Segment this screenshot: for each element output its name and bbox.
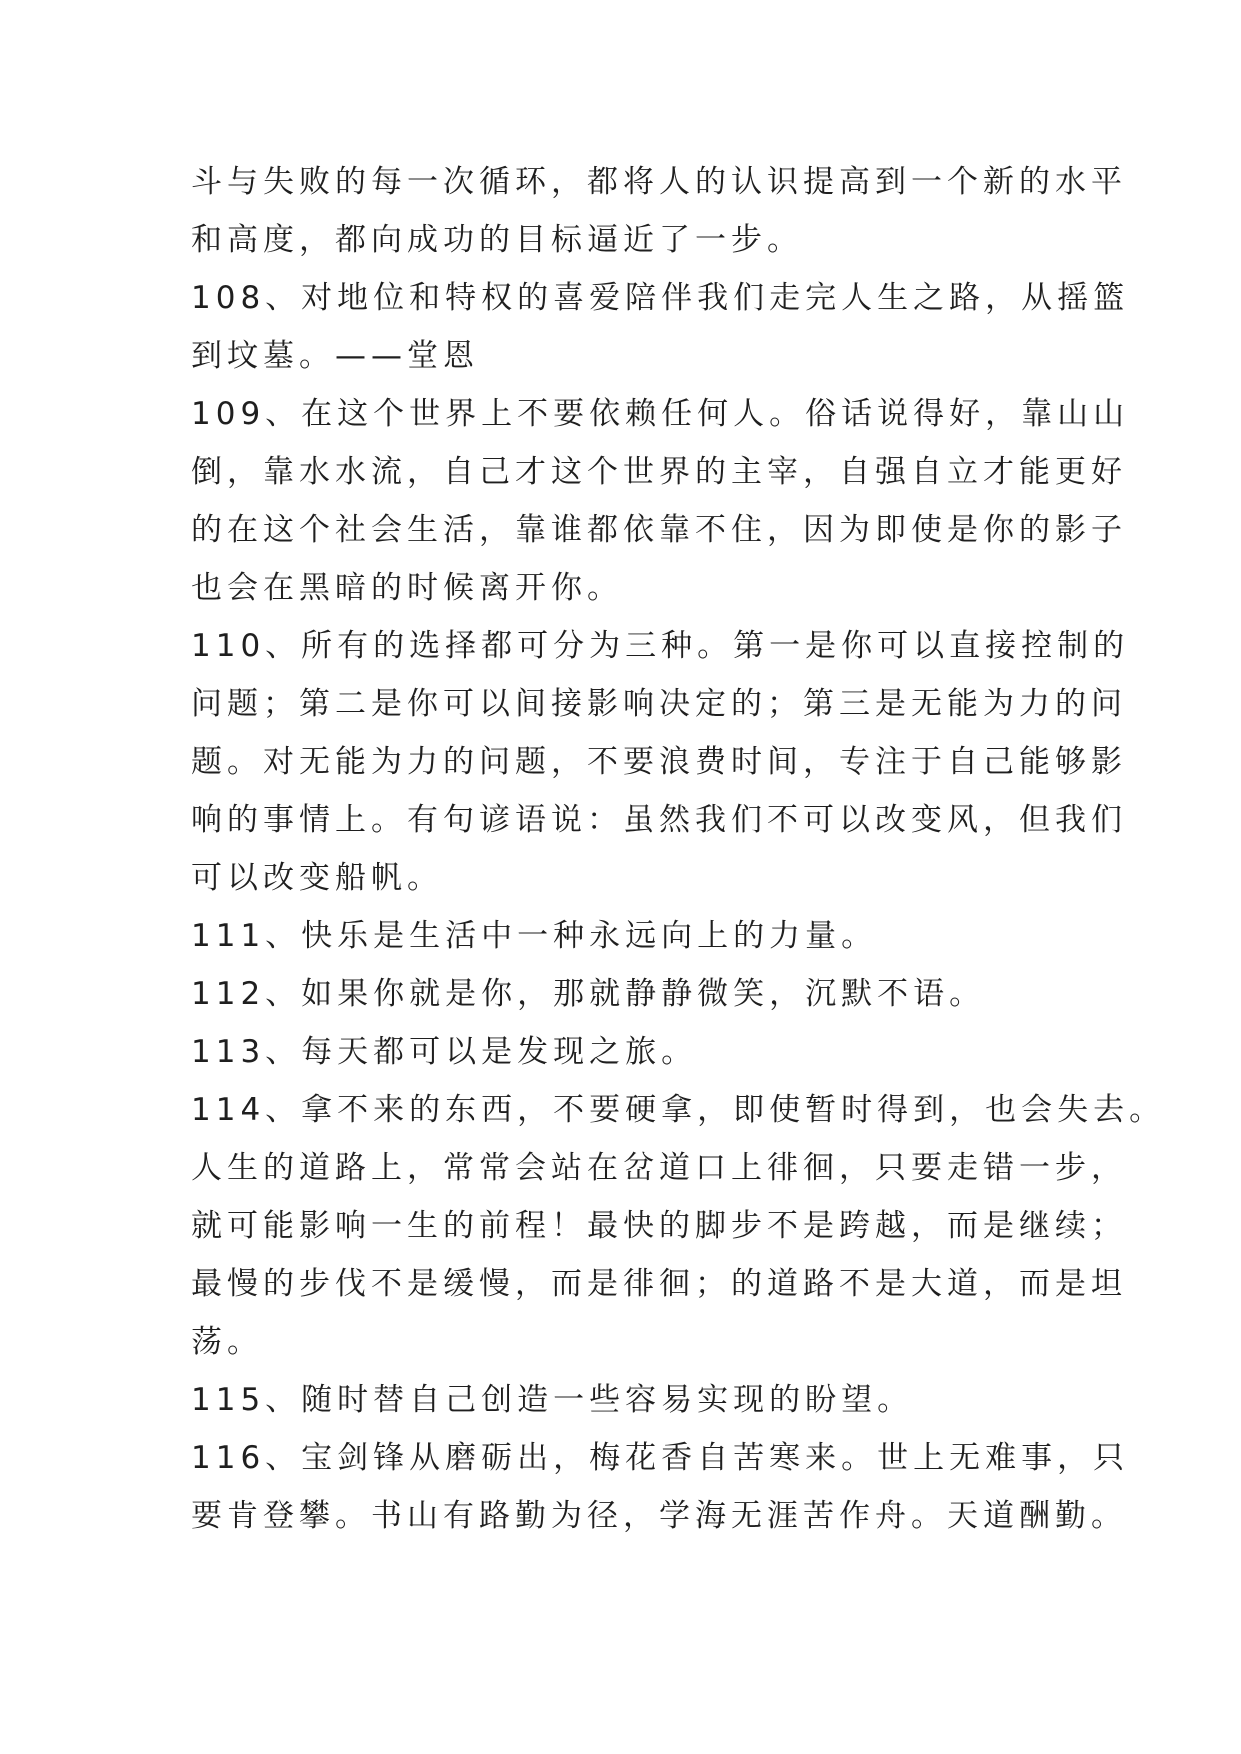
text-line: 到坟墓。——堂恩 bbox=[191, 338, 479, 374]
quote-112-line: 112、如果你就是你，那就静静微笑，沉默不语。 bbox=[191, 976, 986, 1012]
quote-111-line: 111、快乐是生活中一种永远向上的力量。 bbox=[191, 918, 878, 954]
text-line: 和高度，都向成功的目标逼近了一步。 bbox=[191, 222, 803, 258]
quote-109-line: 109、在这个世界上不要依赖任何人。俗话说得好，靠山山 bbox=[191, 396, 1130, 432]
quote-108-line: 108、对地位和特权的喜爱陪伴我们走完人生之路，从摇篮 bbox=[191, 280, 1130, 316]
quote-113-line: 113、每天都可以是发现之旅。 bbox=[191, 1034, 698, 1070]
quote-116-line: 116、宝剑锋从磨砺出，梅花香自苦寒来。世上无难事，只 bbox=[191, 1440, 1130, 1476]
text-line: 响的事情上。有句谚语说：虽然我们不可以改变风，但我们 bbox=[191, 802, 1127, 838]
text-line: 问题；第二是你可以间接影响决定的；第三是无能为力的问 bbox=[191, 686, 1127, 722]
quote-115-line: 115、随时替自己创造一些容易实现的盼望。 bbox=[191, 1382, 914, 1418]
text-line: 题。对无能为力的问题，不要浪费时间，专注于自己能够影 bbox=[191, 744, 1127, 780]
text-line: 倒，靠水水流，自己才这个世界的主宰，自强自立才能更好 bbox=[191, 454, 1127, 490]
text-line: 也会在黑暗的时候离开你。 bbox=[191, 570, 623, 606]
quote-110-line: 110、所有的选择都可分为三种。第一是你可以直接控制的 bbox=[191, 628, 1130, 664]
text-line: 荡。 bbox=[191, 1324, 263, 1360]
text-line: 要肯登攀。书山有路勤为径，学海无涯苦作舟。天道酬勤。 bbox=[191, 1498, 1127, 1534]
text-line: 最慢的步伐不是缓慢，而是徘徊；的道路不是大道，而是坦 bbox=[191, 1266, 1127, 1302]
text-line: 人生的道路上，常常会站在岔道口上徘徊，只要走错一步， bbox=[191, 1150, 1127, 1186]
text-line: 可以改变船帆。 bbox=[191, 860, 443, 896]
text-line: 的在这个社会生活，靠谁都依靠不住，因为即使是你的影子 bbox=[191, 512, 1127, 548]
document-body bbox=[191, 163, 1166, 1555]
quote-114-line: 114、拿不来的东西，不要硬拿，即使暂时得到，也会失去。 bbox=[191, 1092, 1166, 1128]
text-line: 斗与失败的每一次循环，都将人的认识提高到一个新的水平 bbox=[191, 164, 1127, 200]
text-line: 就可能影响一生的前程！最快的脚步不是跨越，而是继续； bbox=[191, 1208, 1127, 1244]
